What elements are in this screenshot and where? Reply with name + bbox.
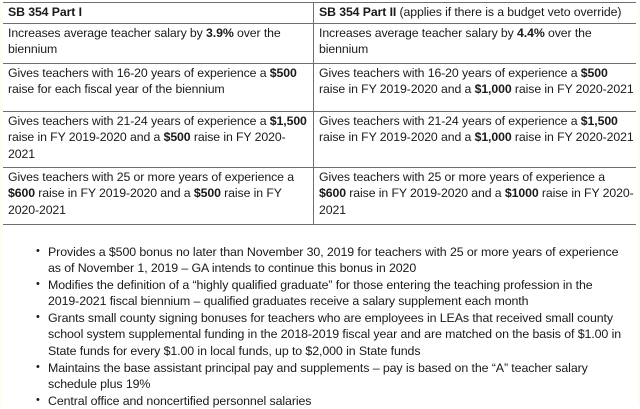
list-item: • Central office and noncertified personnel salaries	[0, 393, 640, 409]
table-header-row	[3, 3, 639, 24]
list-item: • Modifies the definition of a “highly qualified graduate” for those entering the teaching profession in the 2019-2021 fiscal biennium – qualified graduates receive a salary supplement each month	[0, 277, 640, 310]
cell-years-25-plus-part-2: Gives teachers with 25 or more years of experience a $600 raise in FY 2019-2020 and a $1000 raise in FY 2020-2021	[314, 167, 639, 224]
list-item: • Grants small county signing bonuses for teachers who are employees in LEAs that received small county school system supplemental funding in the 2018-2019 fiscal year and are matched on the basis of $1.00 in State funds for every $1.00 in local funds, up to $2,000 in State funds	[0, 310, 640, 360]
cell-years-16-20-part-2: Gives teachers with 16-20 years of experience a $500 raise in FY 2019-2020 and a $1,000 raise in FY 2020-2021	[314, 63, 639, 111]
emphasized-amount: $1,500	[270, 114, 307, 128]
list-item: • Maintains the base assistant principal pay and supplements – pay is based on the “A” teacher salary schedule plus 19%	[0, 360, 640, 393]
cell-average-salary-increase-part-2: Increases average teacher salary by 4.4% over the biennium	[314, 23, 639, 63]
table-row	[3, 23, 639, 63]
column-header-note: (applies if there is a budget veto override)	[396, 5, 621, 19]
emphasized-amount: $600	[8, 186, 35, 200]
cell-years-21-24-part-2: Gives teachers with 21-24 years of experience a $1,500 raise in FY 2019-2020 and a $1,000 raise in FY 2020-2021	[314, 111, 639, 167]
emphasized-amount: $1,000	[475, 130, 512, 144]
emphasized-amount: $500	[164, 130, 191, 144]
column-header-part-1: SB 354 Part I	[3, 3, 314, 24]
sb354-comparison-table	[2, 2, 639, 225]
provisions-bullet-list	[0, 244, 640, 409]
emphasized-amount: $600	[319, 186, 346, 200]
cell-years-21-24-part-1: Gives teachers with 21-24 years of experience a $1,500 raise in FY 2019-2020 and a $500 raise in FY 2020-2021	[3, 111, 314, 167]
emphasized-amount: $500	[581, 66, 608, 80]
cell-years-25-plus-part-1: Gives teachers with 25 or more years of experience a $600 raise in FY 2019-2020 and a $500 raise in FY 2020-2021	[3, 167, 314, 224]
emphasized-amount: $500	[270, 66, 297, 80]
emphasized-amount: 3.9%	[206, 26, 234, 40]
cell-years-16-20-part-1: Gives teachers with 16-20 years of experience a $500 raise for each fiscal year of the biennium	[3, 63, 314, 111]
table-row	[3, 63, 639, 111]
list-item: • Provides a $500 bonus no later than November 30, 2019 for teachers with 25 or more years of experience as of November 1, 2019 – GA intends to continue this bonus in 2020	[0, 244, 640, 277]
emphasized-amount: 4.4%	[517, 26, 545, 40]
emphasized-amount: $1,500	[581, 114, 618, 128]
table-row	[3, 167, 639, 224]
emphasized-amount: $500	[194, 186, 221, 200]
table-row	[3, 111, 639, 167]
cell-average-salary-increase-part-1: Increases average teacher salary by 3.9% over the biennium	[3, 23, 314, 63]
table-body	[3, 3, 639, 225]
emphasized-amount: $1000	[505, 186, 539, 200]
column-header-part-2: SB 354 Part II (applies if there is a budget veto override)	[314, 3, 639, 24]
emphasized-amount: $1,000	[475, 82, 512, 96]
